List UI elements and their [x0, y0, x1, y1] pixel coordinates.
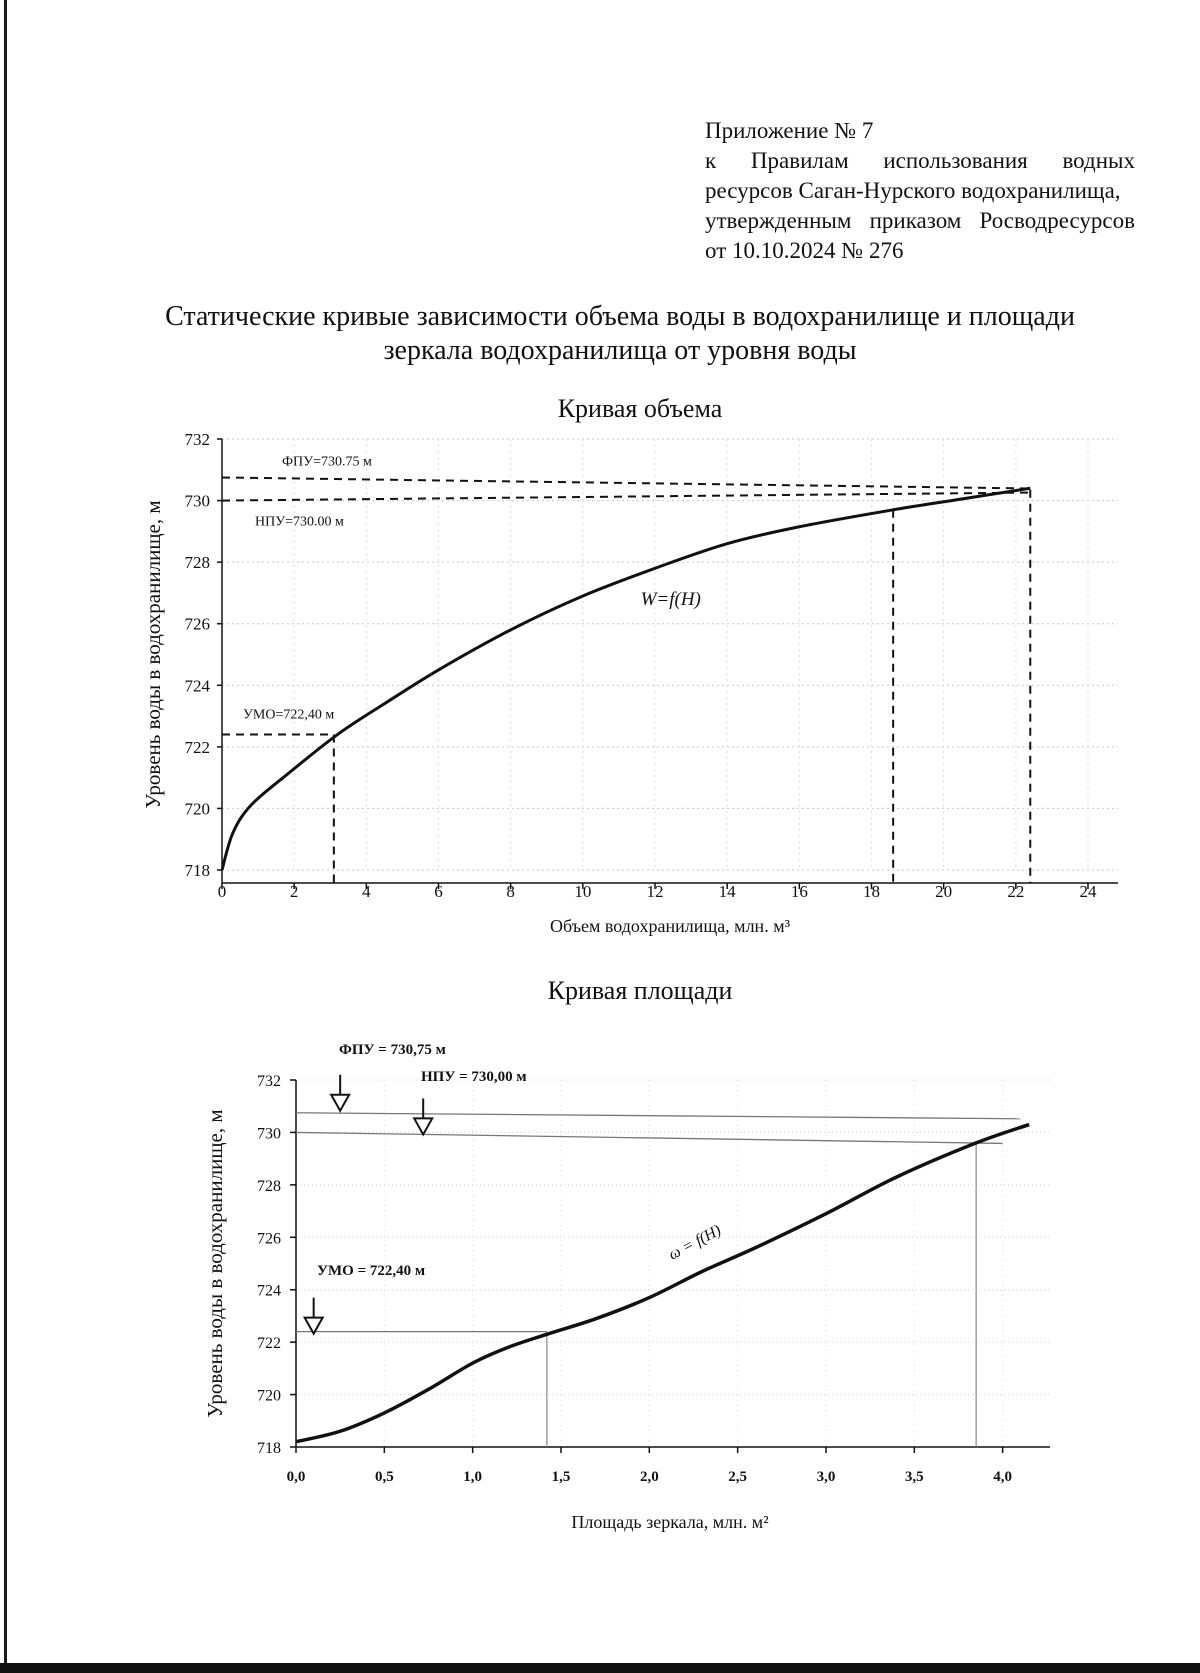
document-title-line-1: Статические кривые зависимости объема воды в водохранилище и площади	[165, 301, 1075, 332]
appendix-line-3: ресурсов Саган-Нурского водохранилища,	[705, 178, 1121, 203]
y-tick-label: 726	[184, 614, 210, 634]
appendix-word: к	[705, 148, 717, 173]
appendix-word: использования	[883, 148, 1028, 173]
x-tick-label: 3,5	[904, 1469, 924, 1485]
volume-chart-title: Кривая объема	[557, 394, 723, 423]
x-tick-label: 20	[935, 882, 953, 901]
x-tick-label: 22	[1007, 882, 1025, 901]
npu-level-label: НПУ=730.00 м	[255, 514, 344, 530]
x-axis-label: Объем водохранилища, млн. м³	[550, 916, 790, 936]
fpu-level-line	[296, 1113, 1020, 1119]
npu-level-label: НПУ = 730,00 м	[421, 1069, 527, 1085]
y-tick-label: 724	[257, 1282, 281, 1300]
npu-level-line	[296, 1132, 1003, 1143]
y-tick-label: 718	[257, 1440, 281, 1457]
y-tick-label: 718	[184, 861, 210, 880]
y-axis-label: Уровень воды в водохранилище, м	[141, 500, 165, 809]
appendix-word: утвержденным	[705, 208, 852, 233]
y-tick-label: 720	[184, 799, 210, 819]
y-tick-label: 728	[184, 553, 210, 573]
y-tick-label: 722	[257, 1335, 281, 1353]
curve-annotation: ω = f(H)	[665, 1221, 724, 1264]
x-tick-label: 10	[574, 882, 592, 901]
x-tick-label: 1,5	[551, 1469, 571, 1485]
x-tick-label: 2,5	[728, 1469, 748, 1485]
appendix-word: Правилам	[750, 148, 849, 173]
y-tick-label: 728	[257, 1177, 281, 1195]
fpu-level-label: ФПУ = 730,75 м	[339, 1042, 446, 1058]
fpu-level-label: ФПУ=730.75 м	[282, 454, 372, 470]
x-tick-label: 24	[1079, 882, 1097, 901]
appendix-word: приказом	[869, 208, 962, 233]
curve-annotation: W=f(H)	[640, 589, 701, 611]
y-tick-label: 726	[257, 1230, 281, 1248]
appendix-number: Приложение № 7	[705, 118, 874, 143]
x-tick-label: 8	[506, 882, 515, 901]
x-tick-label: 6	[434, 882, 443, 901]
area-chart-title: Кривая площади	[547, 976, 733, 1005]
x-tick-label: 2,0	[639, 1469, 659, 1485]
y-axis-label: Уровень воды в водохранилище, м	[203, 1109, 227, 1418]
x-tick-label: 0,0	[286, 1469, 306, 1485]
y-tick-label: 724	[184, 676, 210, 696]
level-arrow-icon	[331, 1095, 349, 1111]
umo-level-label: УМО = 722,40 м	[317, 1263, 426, 1279]
y-tick-label: 730	[257, 1125, 281, 1143]
appendix-word: Росводресурсов	[979, 208, 1135, 233]
x-tick-label: 4	[362, 882, 371, 901]
x-axis-label: Площадь зеркала, млн. м²	[571, 1512, 769, 1532]
appendix-line-5: от 10.10.2024 № 276	[705, 238, 904, 263]
x-tick-label: 3,0	[816, 1469, 836, 1485]
y-tick-label: 720	[257, 1387, 281, 1405]
y-tick-label: 732	[257, 1073, 281, 1090]
x-tick-label: 18	[863, 882, 880, 901]
y-tick-label: 722	[184, 737, 210, 757]
x-tick-label: 2	[289, 882, 299, 901]
y-tick-label: 732	[184, 430, 210, 449]
scan-bottom-shadow	[0, 1663, 1200, 1673]
x-tick-label: 4,0	[993, 1469, 1013, 1485]
x-tick-label: 12	[646, 882, 664, 901]
x-tick-label: 14	[718, 882, 736, 901]
y-tick-label: 730	[184, 491, 210, 511]
appendix-word: водных	[1062, 148, 1135, 173]
document-title-line-2: зеркала водохранилища от уровня воды	[383, 335, 857, 366]
x-tick-label: 0	[217, 882, 227, 901]
umo-level-label: УМО=722,40 м	[243, 707, 335, 723]
x-tick-label: 1,0	[463, 1469, 483, 1485]
area-curve-line	[296, 1125, 1029, 1442]
x-tick-label: 0,5	[374, 1469, 394, 1485]
x-tick-label: 16	[790, 882, 808, 901]
